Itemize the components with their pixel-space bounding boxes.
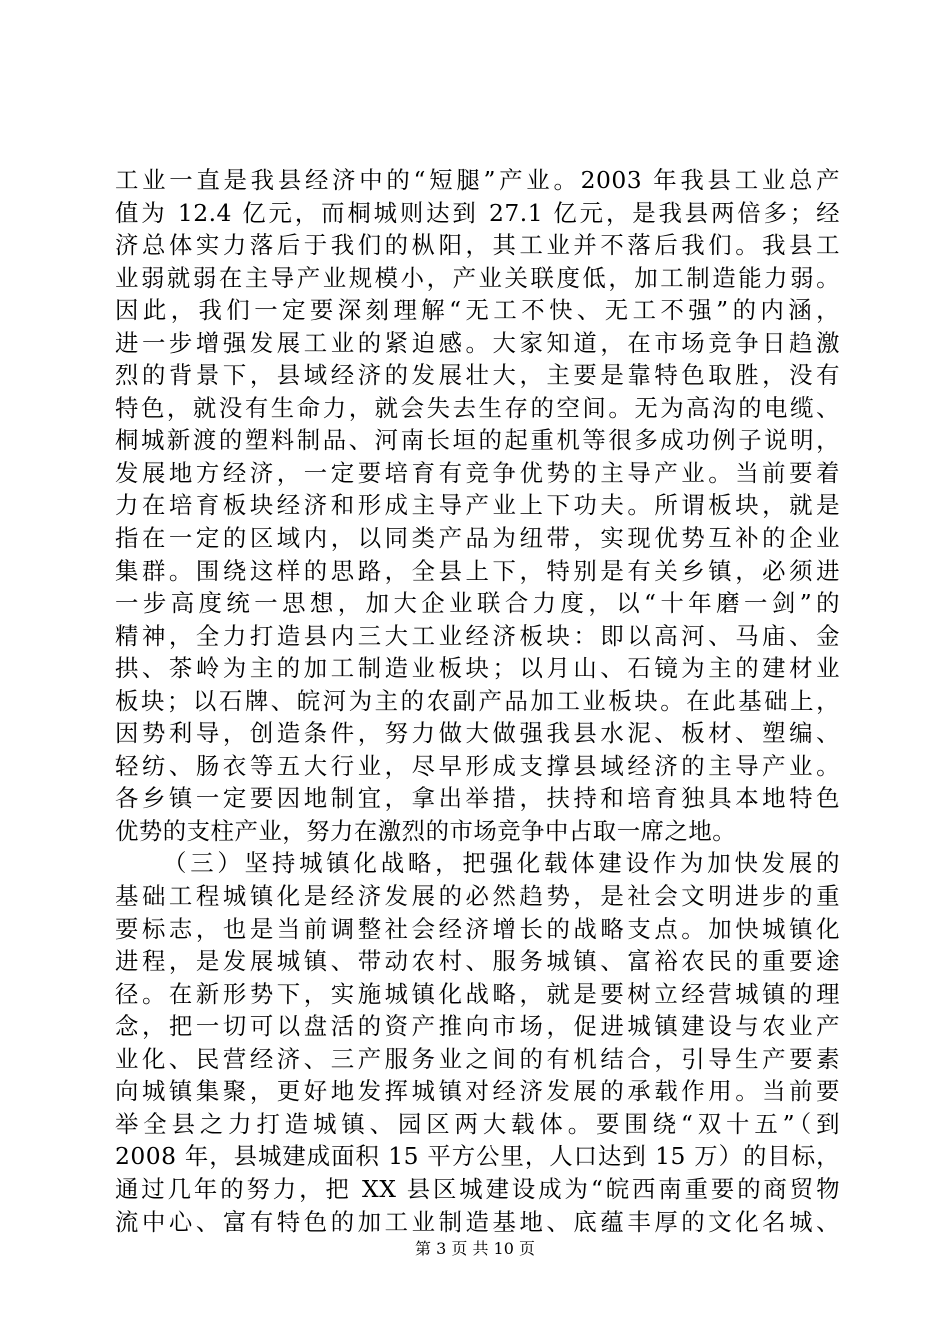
text-line: 拱、茶岭为主的加工制造业板块；以月山、石镜为主的建材业 [115, 654, 840, 683]
text-line: 要标志，也是当前调整社会经济增长的战略支点。加快城镇化 [115, 914, 840, 943]
section-heading-line: （三）坚持城镇化战略，把强化载体建设作为加快发展的 [163, 849, 840, 878]
text-line: 2008 年，县城建成面积 15 平方公里，人口达到 15 万）的目标， [115, 1142, 840, 1171]
text-line: 烈的背景下，县域经济的发展壮大，主要是靠特色取胜，没有 [115, 361, 840, 390]
body-text [115, 164, 840, 1238]
text-line: 进一步增强发展工业的紧迫感。大家知道，在市场竞争日趋激 [115, 328, 840, 357]
text-line: 工业一直是我县经济中的“短腿”产业。2003 年我县工业总产 [115, 166, 840, 194]
text-line: 通过几年的努力，把 XX 县区城建设成为“皖西南重要的商贸物 [115, 1174, 840, 1203]
text-line: 值为 12.4 亿元，而桐城则达到 27.1 亿元，是我县两倍多；经 [115, 198, 840, 227]
text-line: 径。在新形势下，实施城镇化战略，就是要树立经营城镇的理 [115, 979, 840, 1008]
text-line: 指在一定的区域内，以同类产品为纽带，实现优势互补的企业 [115, 524, 840, 553]
text-line: 特色，就没有生命力，就会失去生存的空间。无为高沟的电缆、 [115, 393, 840, 422]
page-number: 第 3 页 共 10 页 [415, 1239, 535, 1258]
text-line: 因此，我们一定要深刻理解“无工不快、无工不强”的内涵， [115, 296, 840, 325]
text-line: 力在培育板块经济和形成主导产业上下功夫。所谓板块，就是 [115, 491, 840, 520]
text-line: 举全县之力打造城镇、园区两大载体。要围绕“双十五”（到 [115, 1109, 840, 1138]
text-line: 集群。围绕这样的思路，全县上下，特别是有关乡镇，必须进 [115, 556, 840, 585]
text-line: 各乡镇一定要因地制宜，拿出举措，扶持和培育独具本地特色 [115, 784, 840, 813]
text-line: 桐城新渡的塑料制品、河南长垣的起重机等很多成功例子说明， [115, 426, 840, 455]
text-line: 板块；以石牌、皖河为主的农副产品加工业板块。在此基础上， [115, 686, 840, 715]
text-line: 一步高度统一思想，加大企业联合力度，以“十年磨一剑”的 [115, 589, 840, 618]
text-line: 因势利导，创造条件，努力做大做强我县水泥、板材、塑编、 [115, 719, 840, 748]
text-line: 精神，全力打造县内三大工业经济板块：即以高河、马庙、金 [115, 621, 840, 650]
text-line: 业弱就弱在主导产业规模小，产业关联度低，加工制造能力弱。 [115, 263, 840, 292]
text-line: 念，把一切可以盘活的资产推向市场，促进城镇建设与农业产 [115, 1012, 840, 1041]
text-line: 基础工程城镇化是经济发展的必然趋势，是社会文明进步的重 [115, 882, 840, 911]
text-line: 向城镇集聚，更好地发挥城镇对经济发展的承载作用。当前要 [115, 1077, 840, 1106]
text-line: 流中心、富有特色的加工业制造基地、底蕴丰厚的文化名城、 [115, 1207, 840, 1236]
text-line: 发展地方经济，一定要培育有竞争优势的主导产业。当前要着 [115, 458, 840, 487]
text-line: 进程，是发展城镇、带动农村、服务城镇、富裕农民的重要途 [115, 947, 840, 976]
text-line: 轻纺、肠衣等五大行业，尽早形成支撑县域经济的主导产业。 [115, 751, 840, 780]
text-line: 优势的支柱产业，努力在激烈的市场竞争中占取一席之地。 [115, 816, 737, 845]
page-footer [0, 1236, 950, 1259]
text-line: 业化、民营经济、三产服务业之间的有机结合，引导生产要素 [115, 1044, 840, 1073]
text-line: 济总体实力落后于我们的枞阳，其工业并不落后我们。我县工 [115, 231, 840, 260]
